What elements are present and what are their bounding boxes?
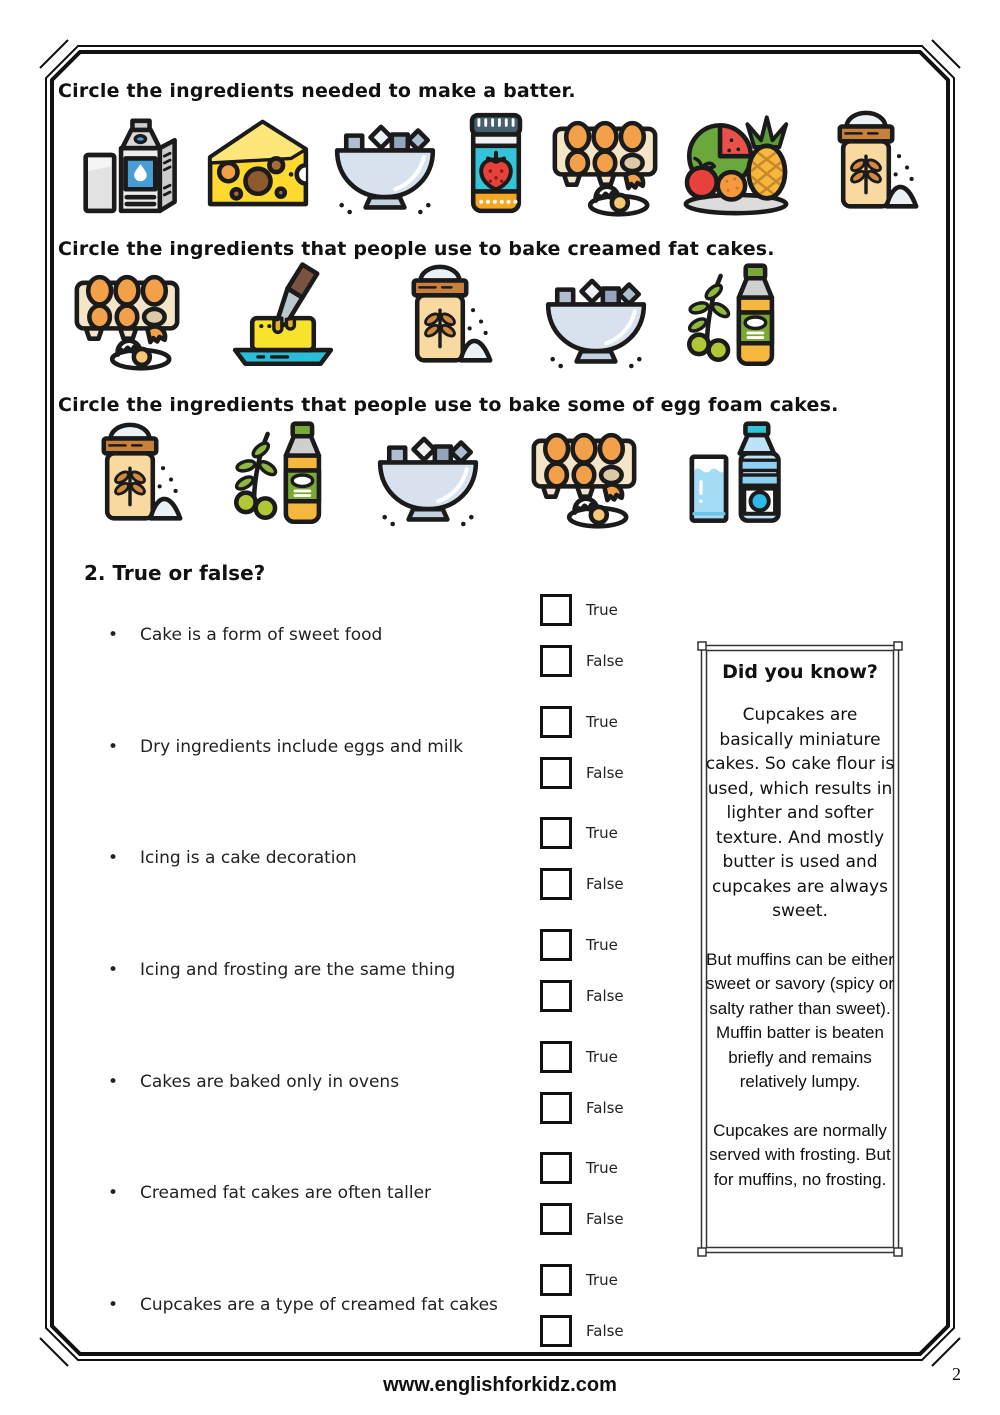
true-label: True <box>586 1048 618 1066</box>
eggs-icon[interactable] <box>548 106 662 220</box>
false-checkbox[interactable] <box>540 1092 572 1124</box>
eggs-icon[interactable] <box>527 418 641 532</box>
true-checkbox[interactable] <box>540 1264 572 1296</box>
false-label: False <box>586 1099 624 1117</box>
did-you-know-paragraph: Cupcakes are normally served with frosting. But for muffins, no frosting. <box>709 1120 891 1189</box>
did-you-know-paragraph: Cupcakes are basically miniature cakes. So cake flour is used, which results in lighter and softer texture. And mostly butter is used and cupcakes are always sweet. <box>705 705 895 921</box>
quiz-heading: 2. True or false? <box>84 561 266 585</box>
true-checkbox[interactable] <box>540 706 572 738</box>
true-label: True <box>586 936 618 954</box>
bullet: • <box>108 1072 119 1092</box>
water-icon[interactable] <box>685 418 799 532</box>
false-label: False <box>586 652 624 670</box>
true-label: True <box>586 1271 618 1289</box>
question-text: Cake is a form of sweet food <box>140 625 383 645</box>
flour-icon[interactable] <box>383 260 497 374</box>
section-2-heading: Circle the ingredients that people use to bake creamed fat cakes. <box>58 238 775 260</box>
false-checkbox[interactable] <box>540 868 572 900</box>
false-label: False <box>586 764 624 782</box>
question-text: Icing is a cake decoration <box>140 848 357 868</box>
false-label: False <box>586 1322 624 1340</box>
true-label: True <box>586 824 618 842</box>
butter-icon[interactable] <box>226 260 340 374</box>
question-text: Creamed fat cakes are often taller <box>140 1183 432 1203</box>
question-text: Icing and frosting are the same thing <box>140 960 456 980</box>
strawberry-jam-icon[interactable] <box>439 106 553 220</box>
true-checkbox[interactable] <box>540 1152 572 1184</box>
bullet: • <box>108 625 119 645</box>
footer-url: www.englishforkidz.com <box>383 1374 617 1396</box>
true-label: True <box>586 713 618 731</box>
false-checkbox[interactable] <box>540 757 572 789</box>
section-3-heading: Circle the ingredients that people use to bake some of egg foam cakes. <box>58 394 839 416</box>
question-text: Cupcakes are a type of creamed fat cakes <box>140 1295 498 1315</box>
true-label: True <box>586 601 618 619</box>
bullet: • <box>108 848 119 868</box>
eggs-icon[interactable] <box>70 260 184 374</box>
true-checkbox[interactable] <box>540 929 572 961</box>
true-label: True <box>586 1159 618 1177</box>
milk-icon[interactable] <box>80 106 194 220</box>
did-you-know-paragraph: But muffins can be either sweet or savory (spicy or salty rather than sweet). Muffin batter is beaten briefly and remains relatively lumpy. <box>706 949 894 1091</box>
olive-oil-icon[interactable] <box>230 418 344 532</box>
sugar-bowl-icon[interactable] <box>371 418 485 532</box>
true-checkbox[interactable] <box>540 1041 572 1073</box>
false-checkbox[interactable] <box>540 980 572 1012</box>
page-number: 2 <box>952 1364 961 1384</box>
section-1-heading: Circle the ingredients needed to make a batter. <box>58 80 576 102</box>
cheese-icon[interactable] <box>201 106 315 220</box>
bullet: • <box>108 737 119 757</box>
false-checkbox[interactable] <box>540 645 572 677</box>
sugar-bowl-icon[interactable] <box>539 260 653 374</box>
bullet: • <box>108 1295 119 1315</box>
bullet: • <box>108 960 119 980</box>
true-checkbox[interactable] <box>540 817 572 849</box>
question-text: Cakes are baked only in ovens <box>140 1072 400 1092</box>
false-label: False <box>586 875 624 893</box>
false-label: False <box>586 1210 624 1228</box>
false-label: False <box>586 987 624 1005</box>
flour-icon[interactable] <box>73 418 187 532</box>
did-you-know-title: Did you know? <box>722 661 878 683</box>
false-checkbox[interactable] <box>540 1315 572 1347</box>
bullet: • <box>108 1183 119 1203</box>
did-you-know-box <box>697 641 903 1257</box>
fruits-icon[interactable] <box>679 106 793 220</box>
flour-icon[interactable] <box>809 106 923 220</box>
olive-oil-icon[interactable] <box>683 260 797 374</box>
false-checkbox[interactable] <box>540 1203 572 1235</box>
question-text: Dry ingredients include eggs and milk <box>140 737 464 757</box>
sugar-bowl-icon[interactable] <box>328 106 442 220</box>
true-checkbox[interactable] <box>540 594 572 626</box>
